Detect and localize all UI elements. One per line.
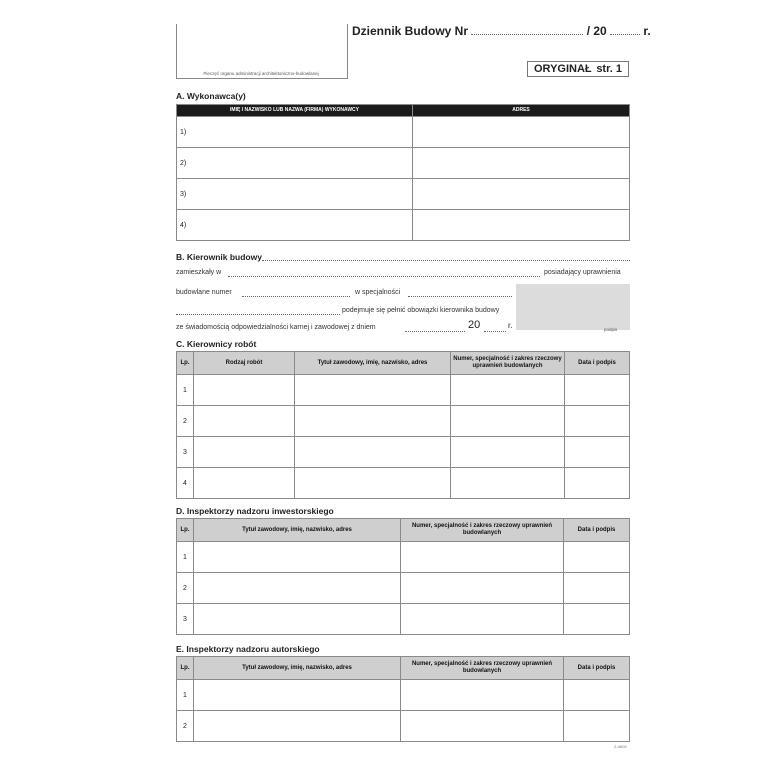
table-cell[interactable] (564, 604, 630, 635)
table-cell[interactable] (194, 573, 401, 604)
section-a-title: A. Wykonawca(y) (176, 91, 246, 101)
table-row (177, 573, 630, 604)
table-cell[interactable] (401, 711, 564, 742)
form-code: Z-460/I (614, 744, 627, 749)
table-row (177, 711, 630, 742)
table-cell[interactable] (194, 406, 295, 437)
year-prefix: 20 (468, 319, 481, 331)
original-label: ORYGINAŁ (534, 63, 592, 75)
col-date-sign: Data i podpis (564, 519, 630, 542)
row-number: 2 (177, 406, 194, 437)
section-c-title: C. Kierownicy robót (176, 339, 257, 349)
table-cell[interactable] (194, 437, 295, 468)
col-lp: Lp. (177, 519, 194, 542)
table-cell[interactable] (564, 542, 630, 573)
table-cell[interactable] (565, 375, 630, 406)
awareness-label: ze świadomością odpowiedzialności karnej i zawodowej z dniem (176, 324, 376, 331)
contractor-name-cell[interactable]: 4) (177, 210, 413, 241)
table-cell[interactable] (565, 406, 630, 437)
site-manager-name-field[interactable] (262, 252, 630, 261)
table-cell[interactable] (451, 406, 565, 437)
contractor-address-cell[interactable] (413, 210, 630, 241)
table-cell[interactable] (564, 680, 630, 711)
col-works-type: Rodzaj robót (194, 352, 295, 375)
row-number: 1 (177, 680, 194, 711)
year-suffix: r. (508, 321, 513, 330)
table-cell[interactable] (295, 375, 451, 406)
table-cell[interactable] (401, 573, 564, 604)
col-title-name: Tytuł zawodowy, imię, nazwisko, adres (194, 657, 401, 680)
table-cell[interactable] (401, 680, 564, 711)
table-cell[interactable] (295, 437, 451, 468)
works-managers-table (176, 351, 630, 499)
diary-number-field[interactable] (471, 34, 583, 35)
diary-number-line (352, 24, 651, 38)
table-cell[interactable] (194, 680, 401, 711)
table-cell[interactable] (564, 573, 630, 604)
row-number: 4 (177, 468, 194, 499)
undertake-label: podejmuje się pełnić obowiązki kierownika budowy (342, 307, 500, 314)
diary-suffix: r. (643, 24, 651, 38)
table-cell[interactable] (401, 604, 564, 635)
table-cell[interactable] (565, 468, 630, 499)
table-row (177, 468, 630, 499)
row-number: 2 (177, 573, 194, 604)
row-number: 3 (177, 604, 194, 635)
table-cell[interactable] (451, 437, 565, 468)
table-row (177, 604, 630, 635)
table-cell[interactable] (565, 437, 630, 468)
original-box (527, 61, 629, 77)
specialty-field[interactable] (408, 288, 512, 297)
table-cell[interactable] (194, 375, 295, 406)
table-cell[interactable] (194, 542, 401, 573)
table-row (177, 406, 630, 437)
page-number: str. 1 (596, 63, 622, 75)
col-lp: Lp. (177, 352, 194, 375)
table-cell[interactable] (295, 468, 451, 499)
undertake-field[interactable] (176, 306, 340, 315)
row-number: 3 (177, 437, 194, 468)
residence-field[interactable] (228, 268, 540, 277)
license-number-field[interactable] (242, 288, 350, 297)
diary-label: Dziennik Budowy Nr (352, 24, 469, 38)
table-row (177, 680, 630, 711)
table-cell[interactable] (194, 468, 295, 499)
signature-caption: podpis (604, 327, 618, 332)
stamp-caption: Pieczęć organu administracji architektoniczno-budowlanej (203, 71, 319, 76)
col-contractor-address: ADRES (413, 105, 630, 117)
section-b-title: B. Kierownik budowy (176, 252, 262, 262)
table-cell[interactable] (451, 375, 565, 406)
author-inspectors-table (176, 656, 630, 742)
contractor-address-cell[interactable] (413, 179, 630, 210)
contractor-name-cell[interactable]: 1) (177, 117, 413, 148)
contractor-address-cell[interactable] (413, 117, 630, 148)
table-row (177, 210, 630, 241)
col-contractor-name: IMIĘ I NAZWISKO LUB NAZWA (FIRMA) WYKONAWCY (177, 105, 413, 117)
section-d-title: D. Inspektorzy nadzoru inwestorskiego (176, 506, 334, 516)
diary-year-field[interactable] (610, 34, 640, 35)
col-license: Numer, specjalność i zakres rzeczowy uprawnień budowlanych (451, 352, 565, 375)
table-cell[interactable] (564, 711, 630, 742)
col-date-sign: Data i podpis (565, 352, 630, 375)
section-e-title: E. Inspektorzy nadzoru autorskiego (176, 644, 320, 654)
diary-year-prefix: / 20 (586, 24, 607, 38)
contractors-table (176, 104, 630, 241)
table-cell[interactable] (451, 468, 565, 499)
col-lp: Lp. (177, 657, 194, 680)
col-title-name: Tytuł zawodowy, imię, nazwisko, adres (194, 519, 401, 542)
row-number: 1 (177, 542, 194, 573)
qualified-label: posiadający uprawnienia (544, 269, 621, 276)
contractor-name-cell[interactable]: 2) (177, 148, 413, 179)
row-number: 1 (177, 375, 194, 406)
table-row (177, 148, 630, 179)
table-cell[interactable] (194, 711, 401, 742)
col-license: Numer, specjalność i zakres rzeczowy uprawnień budowlanych (401, 519, 564, 542)
table-cell[interactable] (401, 542, 564, 573)
signature-box[interactable] (516, 284, 630, 330)
table-row (177, 437, 630, 468)
table-row (177, 542, 630, 573)
resident-label: zamieszkały w (176, 269, 222, 276)
row-number: 2 (177, 711, 194, 742)
license-label: budowlane numer (176, 289, 232, 296)
col-date-sign: Data i podpis (564, 657, 630, 680)
col-title-name: Tytuł zawodowy, imię, nazwisko, adres (295, 352, 451, 375)
investor-inspectors-table (176, 518, 630, 635)
col-license: Numer, specjalność i zakres rzeczowy uprawnień budowlanych (401, 657, 564, 680)
table-row (177, 375, 630, 406)
specialty-label: w specjalności (355, 289, 401, 296)
contractor-name-cell[interactable]: 3) (177, 179, 413, 210)
contractor-address-cell[interactable] (413, 148, 630, 179)
table-row (177, 117, 630, 148)
table-cell[interactable] (295, 406, 451, 437)
table-cell[interactable] (194, 604, 401, 635)
start-date-field[interactable] (405, 323, 465, 332)
year-field[interactable] (484, 323, 506, 332)
table-row (177, 179, 630, 210)
